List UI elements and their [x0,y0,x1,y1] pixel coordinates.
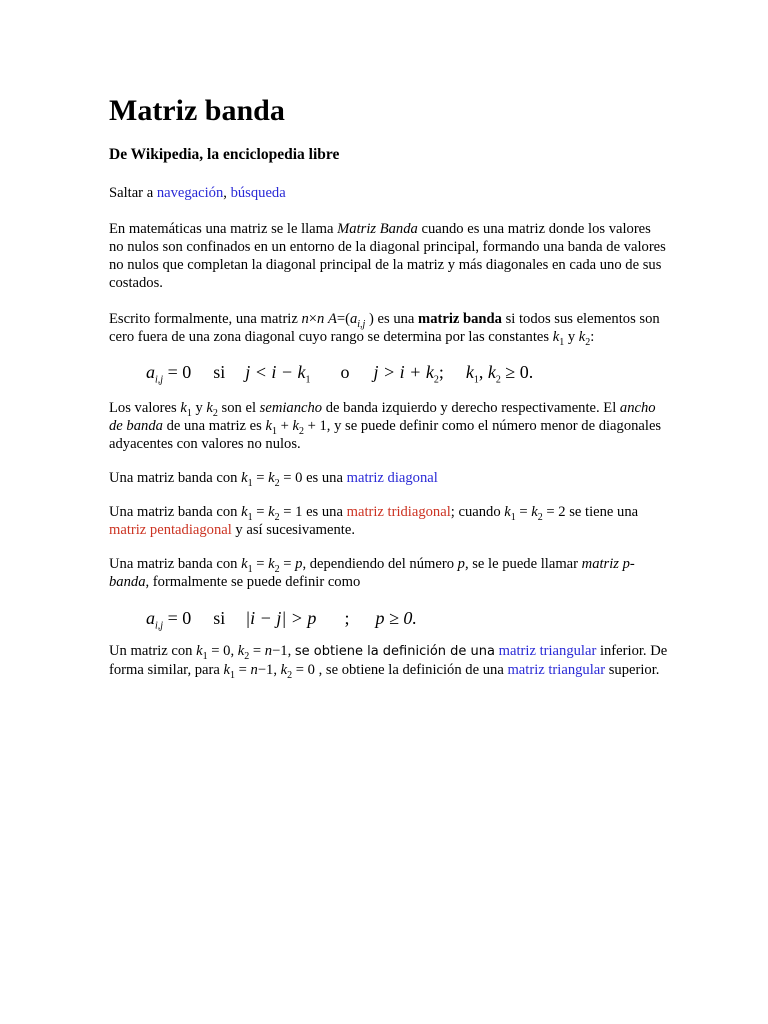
semi-and: y [191,400,207,416]
tri-b-k2: k [531,504,538,520]
trg-k1-sub: 1 [202,650,208,662]
trg-text-2: = 0, [207,643,238,659]
formal-element-a: a [349,311,358,327]
diag-k1: k [241,470,248,486]
diag-k2: k [268,470,275,486]
formal-times: × [308,311,318,327]
trg-mono-text: se obtiene la definición de una [294,644,495,659]
pband-p: p [295,556,303,572]
formal-text: Escrito formalmente, una matriz [109,311,302,327]
f2-cond2: p ≥ 0. [375,608,417,628]
tri-b-k1: k [504,504,511,520]
trg-b-k1: k [223,662,230,678]
semi-text: Los valores [109,400,181,416]
pband-p-2: p [457,556,465,572]
tridiagonal-paragraph [109,503,669,539]
intro-text-2: cuando es una matriz donde los valores no nulos son confinados en un entorno de la diagonal principal, formando una banda de valores no nulos que completan la diagonal principal de la matriz y más diagonales en cada uno de sus costados. [109,221,666,291]
diag-text-2: = 0 es una [279,470,347,486]
diag-eq: = [252,470,269,486]
trg-text: Un matriz con [109,643,197,659]
pentadiagonal-matrix-link[interactable]: matriz pentadiagonal [109,522,232,538]
semi-term-2: ancho de banda [109,400,656,434]
f2-si: si [213,608,226,628]
triangular-matrix-link-2[interactable]: matriz triangular [507,662,606,678]
tri-k1: k [241,504,248,520]
formal-element-sub: i,j [357,318,366,330]
formal-and: y [564,329,579,345]
pband-text-3: , se le puede llamar [464,556,582,572]
triangular-paragraph [109,642,669,679]
trg-text-9: superior. [605,662,660,678]
f2-lhs: a [146,608,155,628]
tri-eq: = [252,504,269,520]
intro-text: En matemáticas una matriz se le llama [109,221,338,237]
formal-k2-sub: 2 [585,336,591,348]
semi-k2-sub: 2 [212,407,218,419]
f1-semicolon: ; [438,362,444,382]
trg-text-3: = [249,643,265,659]
f1-k2-sub: 2 [495,374,501,386]
f1-or: o [340,362,350,382]
semi-k2: k [206,400,213,416]
semi-plus: + [276,418,293,434]
intro-term: Matriz Banda [337,221,418,237]
skip-links [109,184,669,202]
tri-k2: k [268,504,275,520]
intro-paragraph [109,220,669,292]
f1-si: si [213,362,226,382]
triangular-matrix-link[interactable]: matriz triangular [498,643,597,659]
f1-cond1: j < i − k [245,362,306,382]
trg-n: n [264,643,273,659]
trg-k2: k [237,643,245,659]
trg-text-8: = 0 , se obtiene la definición de una [292,662,508,678]
f1-cond1-sub: 1 [305,374,311,386]
diagonal-paragraph [109,469,669,487]
f1-lhs: a [146,362,155,382]
f2-semicolon: ; [344,608,350,628]
tri-text-4: = 2 se tiene una [542,504,639,520]
trg-k1: k [196,643,203,659]
band-formula [146,361,669,386]
formal-close: ) [365,311,374,327]
formal-k2: k [578,329,586,345]
formal-n: n [301,311,309,327]
trg-text-5: inferior. De forma similar, para [109,643,668,678]
tri-b-eq: = [515,504,532,520]
formal-text-3: si todos sus elementos son cero fuera de una zona diagonal cuyo rango se determina por las constantes [109,311,660,345]
semi-text-2: son el [217,400,260,416]
formal-definition-paragraph [109,310,669,346]
semi-e-k1-sub: 1 [271,425,277,437]
f1-k1: k [465,362,474,382]
tri-text-3: ; cuando [450,504,505,520]
formal-matrix-a: A [327,311,337,327]
f1-k2: k [487,362,496,382]
trg-text-7: −1, [257,662,281,678]
pband-k2: k [268,556,275,572]
f1-comma: , [478,362,488,382]
tri-k2-sub: 2 [274,511,280,523]
f1-k1-sub: 1 [473,374,479,386]
pband-term: matriz p-banda [109,556,635,590]
diagonal-matrix-link[interactable]: matriz diagonal [346,470,438,486]
semi-term: semiancho [259,400,323,416]
pband-eq-2: = [279,556,296,572]
diag-k1-sub: 1 [247,477,253,489]
f1-cond2-sub: 2 [433,374,439,386]
semi-e-k2: k [292,418,299,434]
page-title: Matriz banda [109,94,285,127]
article-content [109,94,669,679]
semi-k1: k [180,400,187,416]
navigation-link[interactable]: navegación [156,185,224,201]
semi-text-3: de banda izquierdo y derecho respectivamente. El [322,400,620,416]
f1-lhs-sub: i,j [155,374,164,386]
f1-eq: = 0 [163,362,192,382]
semi-text-5: + 1, y se puede definir como el número menor de diagonales adyacentes con valores no nulos. [109,418,662,452]
tri-b-k2-sub: 2 [537,511,543,523]
pband-text-2: , dependiendo del número [302,556,458,572]
semi-e-k1: k [265,418,272,434]
tri-text-2: = 1 es una [279,504,347,520]
trg-k2-sub: 2 [244,650,250,662]
trg-b-k1-sub: 1 [229,669,235,681]
f1-geq: ≥ 0. [500,362,534,382]
semi-text-4: de una matriz es [162,418,266,434]
trg-text-4: −1, [272,643,295,659]
pband-text-4: , formalmente se puede definir como [145,574,361,590]
pband-k1: k [241,556,248,572]
f2-eq: = 0 [163,608,192,628]
trg-b-k2: k [280,662,288,678]
tri-k1-sub: 1 [247,511,253,523]
site-subtitle: De Wikipedia, la enciclopedia libre [109,146,340,163]
tri-text-5: y así sucesivamente. [231,522,355,538]
semi-e-k2-sub: 2 [298,425,304,437]
pband-k1-sub: 1 [247,563,253,575]
tri-b-k1-sub: 1 [510,511,516,523]
semiwidth-paragraph [109,399,669,453]
trg-b-n: n [250,662,258,678]
pband-eq: = [252,556,269,572]
p-band-formula [146,607,669,632]
trg-b-k2-sub: 2 [287,669,293,681]
f1-cond2: j > i + k [373,362,434,382]
semi-k1-sub: 1 [186,407,192,419]
tri-text: Una matriz banda con [109,504,242,520]
pband-k2-sub: 2 [274,563,280,575]
formal-eq: =( [336,311,350,327]
f2-lhs-sub: i,j [155,620,164,632]
formal-bold-term: matriz banda [418,311,502,327]
formal-k1-sub: 1 [559,336,565,348]
formal-text-2: es una [373,311,419,327]
diag-text: Una matriz banda con [109,470,242,486]
f2-cond: |i − j| > p [245,608,317,628]
trg-text-6: = [234,662,251,678]
pband-text: Una matriz banda con [109,556,242,572]
formal-k1: k [552,329,560,345]
skip-prefix: Saltar a [109,185,157,201]
search-link[interactable]: búsqueda [230,185,286,201]
formal-colon: : [590,329,595,345]
formal-n-2: n [317,311,325,327]
p-band-paragraph [109,555,669,591]
skip-separator: , [223,185,231,201]
tridiagonal-matrix-link[interactable]: matriz tridiagonal [346,504,451,520]
diag-k2-sub: 2 [274,477,280,489]
